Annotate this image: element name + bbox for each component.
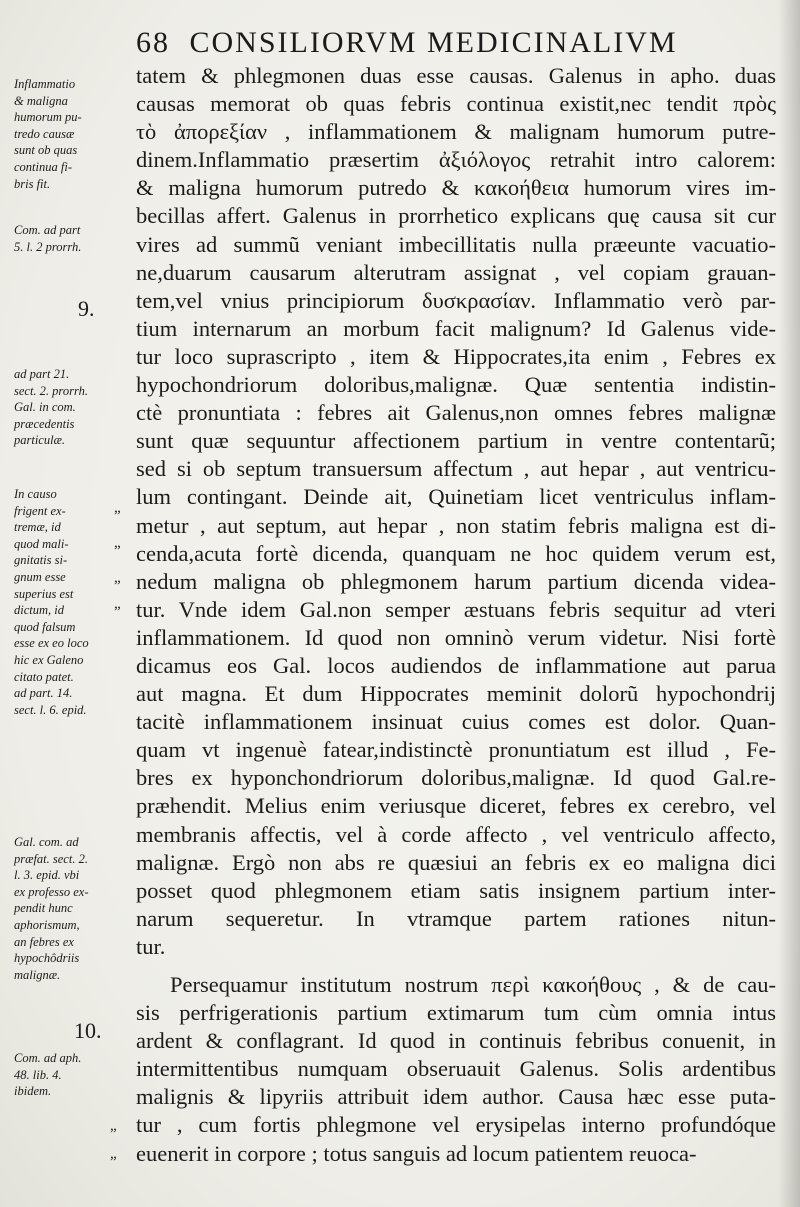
text-line: tur. xyxy=(136,933,166,959)
margin-note-line: ibidem. xyxy=(14,1084,52,1099)
main-text-column xyxy=(136,62,776,1168)
margin-note-line: Gal. in com. xyxy=(14,400,76,415)
text-line: cenda,acuta fortè dicenda, quanquam ne hoc quidem verum est, xyxy=(136,540,776,566)
quote-mark: „ xyxy=(114,570,121,586)
margin-number: 10. xyxy=(74,1018,102,1043)
margin-note-line: particulæ. xyxy=(14,433,66,448)
margin-note-line: gnum esse xyxy=(14,569,66,584)
page-edge-shadow xyxy=(778,0,800,1207)
margin-note-line: Inflammatio xyxy=(14,77,76,91)
margin-note-line: tremæ, id xyxy=(14,520,61,535)
text-line: nedum maligna ob phlegmonem harum partium dicenda videa- xyxy=(136,568,776,594)
text-line: tur loco suprascripto , item & Hippocrates,ita enim , Febres ex xyxy=(136,343,776,369)
text-line: malignæ. Ergò non abs re quæsiui an febris ex eo maligna dici xyxy=(136,849,776,875)
text-line: causas memorat ob quas febris continua existit,nec tendit πρὸς xyxy=(136,91,776,117)
quote-mark: „ xyxy=(110,1146,117,1162)
text-line: malignis & lipyriis attribuit idem author. Causa hæc esse puta- xyxy=(136,1084,776,1110)
text-line: tur. Vnde idem Gal.non semper æstuans febris sequitur ad vteri xyxy=(136,596,776,622)
margin-note-line: dictum, id xyxy=(14,603,64,618)
margin-note-line: tredo causæ xyxy=(14,126,75,141)
margin-note-line: an febres ex xyxy=(14,934,74,949)
quote-mark: „ xyxy=(114,500,121,516)
quote-mark: „ xyxy=(110,1118,117,1134)
text-line: tatem & phlegmonen duas esse causas. Galenus in apho. duas xyxy=(136,63,776,88)
margin-note-line: l. 3. epid. vbi xyxy=(14,868,80,883)
margin-note-line: bris fit. xyxy=(14,176,51,191)
margin-note-line: Com. ad aph. xyxy=(14,1051,82,1065)
margin-note-line: quod falsum xyxy=(14,619,76,634)
text-line: intermittentibus numquam obseruauit Galenus. Solis ardentibus xyxy=(136,1056,776,1082)
quote-mark: „ xyxy=(114,596,121,612)
margin-note xyxy=(14,366,132,449)
text-line: ardent & conflagrant. Id quod in continuis febribus conuenit, in xyxy=(136,1028,776,1054)
margin-note-line: continua fi- xyxy=(14,159,72,174)
text-line: sis perfrigerationis partium extimarum tum cùm omnia intus xyxy=(136,1000,776,1026)
margin-note-line: superius est xyxy=(14,586,74,601)
text-line: quam vt ingenuè fatear,indistinctè pronuntiatum est illud , Fe- xyxy=(136,737,776,763)
margin-note-line: frigent ex- xyxy=(14,503,66,518)
margin-note xyxy=(14,1050,132,1100)
text-line: tem,vel vnius principiorum δυσκρασίαν. Inflammatio verò par- xyxy=(136,287,776,313)
margin-note xyxy=(14,76,132,192)
text-line: ne,duarum causarum alterutram assignat , vel copiam grauan- xyxy=(136,259,776,285)
text-line: Persequamur institutum nostrum περὶ κακοήθους , & de cau- xyxy=(170,972,776,997)
text-line: lum contingant. Deinde ait, Quinetiam licet ventriculus inflam- xyxy=(136,484,776,510)
text-line: tacitè inflammationem insinuat cuius comes est dolor. Quan- xyxy=(136,709,776,735)
margin-note-line: gnitatis si- xyxy=(14,553,68,568)
margin-number: 9. xyxy=(78,296,95,321)
margin-note-line: 48. lib. 4. xyxy=(14,1067,62,1082)
text-line: & maligna humorum putredo & κακοήθεια humorum vires im- xyxy=(136,175,776,201)
margin-note-line: & maligna xyxy=(14,93,68,108)
margin-note-line: hic ex Galeno xyxy=(14,652,84,667)
text-line: vires ad summũ veniant imbecillitatis nulla præeunte vacuatio- xyxy=(136,231,776,257)
text-line: dicamus eos Gal. locos audiendos de inflammatione aut parua xyxy=(136,652,776,678)
page-number: 68 xyxy=(136,26,170,59)
text-line: euenerit in corpore ; totus sanguis ad locum patientem reuoca- xyxy=(136,1140,697,1166)
text-line: tium internarum an morbum facit malignum? Id Galenus vide- xyxy=(136,315,776,341)
margin-note-line: humorum pu- xyxy=(14,110,82,125)
text-line: ctè pronuntiata : febres ait Galenus,non omnes febres malignæ xyxy=(136,400,776,426)
margin-note-line: aphorismum, xyxy=(14,917,80,932)
margin-note-line: esse ex eo loco xyxy=(14,636,89,651)
margin-note-line: Gal. com. ad xyxy=(14,835,79,849)
text-line: posset quod phlegmonem etiam satis insignem partium inter- xyxy=(136,877,776,903)
text-line: aut magna. Et dum Hippocrates meminit dolorũ hypochondrij xyxy=(136,681,776,707)
running-title: CONSILIORVM MEDICINALIVM xyxy=(189,26,678,59)
margin-note-line: hypochôdriis xyxy=(14,951,80,966)
text-line: hypochondriorum doloribus,malignæ. Quæ sententia indistin- xyxy=(136,372,776,398)
text-line: narum sequeretur. In vtramque partem rationes nitun- xyxy=(136,905,776,931)
margin-note-line: malignæ. xyxy=(14,967,61,982)
margin-note-line: præfat. sect. 2. xyxy=(14,851,88,866)
text-line: membranis affectis, vel à corde affecto , vel ventriculo affecto, xyxy=(136,821,776,847)
text-line: τὸ ἀπορεξίαν , inflammationem & malignam humorum putre- xyxy=(136,119,776,145)
margin-note-line: 5. l. 2 prorrh. xyxy=(14,239,82,254)
margin-note-line: Com. ad part xyxy=(14,223,81,237)
margin-note xyxy=(14,222,132,255)
text-line: becillas affert. Galenus in prorrhetico explicans quę causa sit cur xyxy=(136,203,776,229)
quote-mark: „ xyxy=(114,535,121,551)
margin-note-line: ex professo ex- xyxy=(14,884,89,899)
text-line: sunt quæ sequuntur affectionem partium in ventre contentarũ; xyxy=(136,428,776,454)
text-line: bres ex hyponchondriorum doloribus,malignæ. Id quod Gal.re- xyxy=(136,765,776,791)
margin-note-line: citato patet. xyxy=(14,669,74,684)
margin-note-line: sect. l. 6. epid. xyxy=(14,702,87,717)
running-header xyxy=(136,26,776,60)
margin-note-line: ad part 21. xyxy=(14,367,70,381)
margin-note xyxy=(14,834,132,983)
margin-note-line: præcedentis xyxy=(14,416,75,431)
text-line: tur , cum fortis phlegmone vel erysipelas interno profundóque xyxy=(136,1112,776,1138)
text-line: præhendit. Melius enim veriusque diceret, febres ex cerebro, vel xyxy=(136,793,776,819)
margin-note-line: quod mali- xyxy=(14,536,69,551)
margin-note-line: ad part. 14. xyxy=(14,686,73,701)
margin-note-line: pendit hunc xyxy=(14,901,73,916)
margin-note-line: sunt ob quas xyxy=(14,143,78,158)
margin-note-line: sect. 2. prorrh. xyxy=(14,383,88,398)
text-line: metur , aut septum, aut hepar , non statim febris maligna est di- xyxy=(136,512,776,538)
text-line: inflammationem. Id quod non omninò verum videtur. Nisi fortè xyxy=(136,624,776,650)
text-line: sed si ob septum transuersum affectum , aut hepar , aut ventricu- xyxy=(136,456,776,482)
text-line: dinem.Inflammatio præsertim ἀξιόλογος retrahit intro calorem: xyxy=(136,147,776,173)
margin-note-line: In causo xyxy=(14,487,57,501)
